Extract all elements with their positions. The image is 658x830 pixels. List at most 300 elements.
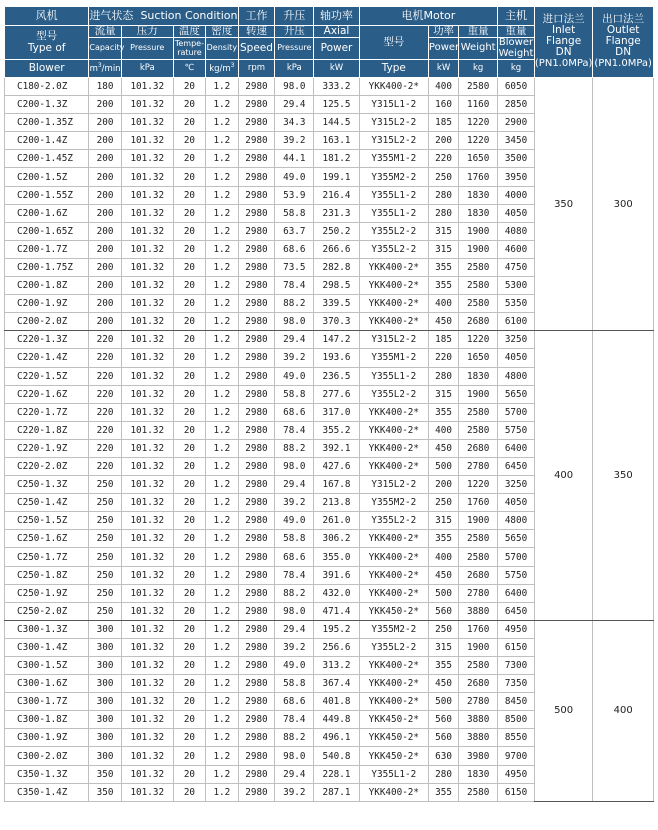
cell-discharge: 98.0 bbox=[275, 602, 314, 620]
cell-pressure: 101.32 bbox=[121, 548, 173, 566]
cell-discharge: 34.3 bbox=[275, 114, 314, 132]
cell-motor-power: 315 bbox=[428, 385, 458, 403]
cell-capacity: 300 bbox=[89, 657, 121, 675]
cell-temperature: 20 bbox=[173, 457, 205, 475]
cell-model: C220-1.7Z bbox=[5, 403, 89, 421]
header-discharge: 升压 bbox=[275, 7, 314, 26]
cell-motor-power: 450 bbox=[428, 566, 458, 584]
cell-density: 1.2 bbox=[206, 331, 238, 349]
cell-motor-type: Y355M2-2 bbox=[359, 620, 428, 638]
cell-blower-weight: 4600 bbox=[498, 240, 535, 258]
cell-discharge: 63.7 bbox=[275, 222, 314, 240]
cell-motor-type: YKK400-2* bbox=[359, 566, 428, 584]
cell-blower-weight: 8450 bbox=[498, 693, 535, 711]
cell-axial-power: 306.2 bbox=[314, 530, 359, 548]
cell-speed: 2980 bbox=[238, 530, 275, 548]
cell-axial-power: 333.2 bbox=[314, 78, 359, 96]
cell-density: 1.2 bbox=[206, 548, 238, 566]
cell-axial-power: 496.1 bbox=[314, 729, 359, 747]
cell-pressure: 101.32 bbox=[121, 403, 173, 421]
cell-motor-type: Y355L1-2 bbox=[359, 204, 428, 222]
header-motor-weight-unit: kg bbox=[459, 60, 498, 78]
header-speed-zh2: 转速 bbox=[238, 26, 275, 38]
cell-blower-weight: 3950 bbox=[498, 168, 535, 186]
cell-motor-type: Y355L2-2 bbox=[359, 512, 428, 530]
table-body bbox=[5, 78, 654, 802]
cell-model: C200-1.65Z bbox=[5, 222, 89, 240]
cell-motor-weight: 2580 bbox=[459, 78, 498, 96]
cell-pressure: 101.32 bbox=[121, 457, 173, 475]
cell-model: C250-1.6Z bbox=[5, 530, 89, 548]
cell-axial-power: 147.2 bbox=[314, 331, 359, 349]
cell-temperature: 20 bbox=[173, 96, 205, 114]
cell-speed: 2980 bbox=[238, 620, 275, 638]
cell-speed: 2980 bbox=[238, 96, 275, 114]
cell-blower-weight: 4800 bbox=[498, 367, 535, 385]
cell-capacity: 250 bbox=[89, 530, 121, 548]
header-suction-condition: 进气状态 Suction Condition bbox=[89, 7, 238, 26]
cell-motor-power: 315 bbox=[428, 638, 458, 656]
header-motor-type: 型号 bbox=[359, 26, 428, 60]
cell-speed: 2980 bbox=[238, 385, 275, 403]
cell-model: C200-1.35Z bbox=[5, 114, 89, 132]
cell-temperature: 20 bbox=[173, 295, 205, 313]
inlet-flange-dn: 350 bbox=[534, 78, 592, 331]
cell-model: C350-1.3Z bbox=[5, 765, 89, 783]
cell-density: 1.2 bbox=[206, 675, 238, 693]
cell-pressure: 101.32 bbox=[121, 150, 173, 168]
cell-blower-weight: 6100 bbox=[498, 313, 535, 331]
cell-axial-power: 392.1 bbox=[314, 439, 359, 457]
cell-axial-power: 266.6 bbox=[314, 240, 359, 258]
cell-speed: 2980 bbox=[238, 638, 275, 656]
cell-motor-weight: 2780 bbox=[459, 584, 498, 602]
cell-blower-weight: 5750 bbox=[498, 566, 535, 584]
cell-pressure: 101.32 bbox=[121, 295, 173, 313]
cell-discharge: 49.0 bbox=[275, 657, 314, 675]
header-capacity-en: Capacity bbox=[89, 38, 121, 60]
cell-density: 1.2 bbox=[206, 765, 238, 783]
cell-pressure: 101.32 bbox=[121, 620, 173, 638]
cell-model: C250-1.5Z bbox=[5, 512, 89, 530]
cell-density: 1.2 bbox=[206, 204, 238, 222]
cell-pressure: 101.32 bbox=[121, 385, 173, 403]
header-speed-en: Speed bbox=[238, 38, 275, 60]
cell-temperature: 20 bbox=[173, 530, 205, 548]
cell-motor-type: YKK400-2* bbox=[359, 693, 428, 711]
cell-motor-type: Y355M1-2 bbox=[359, 150, 428, 168]
cell-discharge: 39.2 bbox=[275, 132, 314, 150]
cell-blower-weight: 3450 bbox=[498, 132, 535, 150]
cell-motor-power: 355 bbox=[428, 258, 458, 276]
cell-speed: 2980 bbox=[238, 331, 275, 349]
cell-density: 1.2 bbox=[206, 783, 238, 801]
cell-motor-weight: 1160 bbox=[459, 96, 498, 114]
cell-motor-power: 200 bbox=[428, 476, 458, 494]
cell-density: 1.2 bbox=[206, 747, 238, 765]
cell-motor-power: 400 bbox=[428, 295, 458, 313]
cell-speed: 2980 bbox=[238, 602, 275, 620]
cell-density: 1.2 bbox=[206, 566, 238, 584]
cell-speed: 2980 bbox=[238, 512, 275, 530]
cell-motor-type: YKK450-2* bbox=[359, 747, 428, 765]
cell-temperature: 20 bbox=[173, 566, 205, 584]
cell-motor-power: 280 bbox=[428, 367, 458, 385]
cell-discharge: 68.6 bbox=[275, 240, 314, 258]
cell-density: 1.2 bbox=[206, 657, 238, 675]
cell-speed: 2980 bbox=[238, 78, 275, 96]
header-discharge-en: Pressure bbox=[275, 38, 314, 60]
cell-motor-weight: 1830 bbox=[459, 367, 498, 385]
cell-motor-type: YKK400-2* bbox=[359, 675, 428, 693]
cell-pressure: 101.32 bbox=[121, 204, 173, 222]
cell-motor-power: 500 bbox=[428, 584, 458, 602]
cell-blower-weight: 4050 bbox=[498, 494, 535, 512]
header-blower-weight-zh2: 重量 bbox=[498, 26, 535, 38]
cell-discharge: 29.4 bbox=[275, 331, 314, 349]
cell-speed: 2980 bbox=[238, 295, 275, 313]
cell-speed: 2980 bbox=[238, 403, 275, 421]
cell-discharge: 29.4 bbox=[275, 765, 314, 783]
cell-speed: 2980 bbox=[238, 132, 275, 150]
cell-motor-weight: 1830 bbox=[459, 186, 498, 204]
cell-speed: 2980 bbox=[238, 258, 275, 276]
cell-pressure: 101.32 bbox=[121, 439, 173, 457]
header-motor-type-en: Type bbox=[359, 60, 428, 78]
cell-speed: 2980 bbox=[238, 765, 275, 783]
cell-motor-type: YKK400-2* bbox=[359, 313, 428, 331]
cell-speed: 2980 bbox=[238, 747, 275, 765]
cell-blower-weight: 6400 bbox=[498, 584, 535, 602]
cell-motor-power: 560 bbox=[428, 729, 458, 747]
outlet-flange-dn: 400 bbox=[593, 620, 654, 801]
cell-blower-weight: 3500 bbox=[498, 150, 535, 168]
cell-capacity: 200 bbox=[89, 295, 121, 313]
cell-model: C200-1.7Z bbox=[5, 240, 89, 258]
cell-blower-weight: 8500 bbox=[498, 711, 535, 729]
cell-motor-weight: 2780 bbox=[459, 693, 498, 711]
cell-density: 1.2 bbox=[206, 439, 238, 457]
cell-motor-power: 220 bbox=[428, 150, 458, 168]
cell-motor-weight: 2680 bbox=[459, 566, 498, 584]
cell-blower-weight: 6150 bbox=[498, 638, 535, 656]
cell-temperature: 20 bbox=[173, 476, 205, 494]
cell-blower-weight: 6400 bbox=[498, 439, 535, 457]
cell-temperature: 20 bbox=[173, 439, 205, 457]
header-speed-unit: rpm bbox=[238, 60, 275, 78]
cell-axial-power: 167.8 bbox=[314, 476, 359, 494]
cell-temperature: 20 bbox=[173, 693, 205, 711]
cell-temperature: 20 bbox=[173, 602, 205, 620]
cell-blower-weight: 4000 bbox=[498, 186, 535, 204]
cell-motor-power: 185 bbox=[428, 331, 458, 349]
cell-speed: 2980 bbox=[238, 783, 275, 801]
cell-temperature: 20 bbox=[173, 765, 205, 783]
cell-capacity: 300 bbox=[89, 711, 121, 729]
cell-motor-weight: 2580 bbox=[459, 783, 498, 801]
cell-axial-power: 213.8 bbox=[314, 494, 359, 512]
cell-pressure: 101.32 bbox=[121, 367, 173, 385]
cell-pressure: 101.32 bbox=[121, 168, 173, 186]
cell-capacity: 250 bbox=[89, 476, 121, 494]
cell-pressure: 101.32 bbox=[121, 114, 173, 132]
cell-axial-power: 163.1 bbox=[314, 132, 359, 150]
cell-discharge: 88.2 bbox=[275, 584, 314, 602]
cell-motor-type: Y315L1-2 bbox=[359, 96, 428, 114]
cell-model: C180-2.0Z bbox=[5, 78, 89, 96]
cell-temperature: 20 bbox=[173, 638, 205, 656]
cell-temperature: 20 bbox=[173, 313, 205, 331]
cell-motor-power: 280 bbox=[428, 765, 458, 783]
cell-model: C200-1.3Z bbox=[5, 96, 89, 114]
cell-discharge: 78.4 bbox=[275, 277, 314, 295]
cell-temperature: 20 bbox=[173, 657, 205, 675]
cell-motor-type: YKK400-2* bbox=[359, 78, 428, 96]
cell-motor-type: Y355L2-2 bbox=[359, 222, 428, 240]
cell-blower-weight: 2850 bbox=[498, 96, 535, 114]
cell-motor-weight: 2580 bbox=[459, 277, 498, 295]
cell-blower-weight: 5650 bbox=[498, 530, 535, 548]
cell-blower-weight: 4950 bbox=[498, 620, 535, 638]
cell-motor-weight: 1900 bbox=[459, 222, 498, 240]
cell-motor-weight: 1650 bbox=[459, 150, 498, 168]
cell-capacity: 250 bbox=[89, 512, 121, 530]
cell-model: C250-2.0Z bbox=[5, 602, 89, 620]
cell-temperature: 20 bbox=[173, 277, 205, 295]
cell-temperature: 20 bbox=[173, 711, 205, 729]
cell-temperature: 20 bbox=[173, 421, 205, 439]
cell-axial-power: 250.2 bbox=[314, 222, 359, 240]
cell-speed: 2980 bbox=[238, 566, 275, 584]
cell-pressure: 101.32 bbox=[121, 258, 173, 276]
cell-motor-power: 560 bbox=[428, 711, 458, 729]
cell-capacity: 250 bbox=[89, 548, 121, 566]
cell-discharge: 88.2 bbox=[275, 439, 314, 457]
cell-blower-weight: 4080 bbox=[498, 222, 535, 240]
cell-model: C300-2.0Z bbox=[5, 747, 89, 765]
cell-temperature: 20 bbox=[173, 747, 205, 765]
cell-capacity: 250 bbox=[89, 602, 121, 620]
cell-density: 1.2 bbox=[206, 584, 238, 602]
cell-motor-weight: 2680 bbox=[459, 675, 498, 693]
cell-density: 1.2 bbox=[206, 132, 238, 150]
cell-capacity: 300 bbox=[89, 729, 121, 747]
header-temperature-zh: 温度 bbox=[173, 26, 205, 38]
cell-speed: 2980 bbox=[238, 675, 275, 693]
cell-discharge: 39.2 bbox=[275, 638, 314, 656]
cell-motor-weight: 2580 bbox=[459, 548, 498, 566]
cell-motor-power: 355 bbox=[428, 277, 458, 295]
cell-pressure: 101.32 bbox=[121, 331, 173, 349]
cell-axial-power: 282.8 bbox=[314, 258, 359, 276]
cell-capacity: 200 bbox=[89, 186, 121, 204]
cell-discharge: 98.0 bbox=[275, 747, 314, 765]
cell-density: 1.2 bbox=[206, 313, 238, 331]
header-density-zh: 密度 bbox=[206, 26, 238, 38]
cell-blower-weight: 5350 bbox=[498, 295, 535, 313]
cell-discharge: 58.8 bbox=[275, 675, 314, 693]
cell-motor-power: 400 bbox=[428, 421, 458, 439]
cell-motor-weight: 2680 bbox=[459, 439, 498, 457]
cell-axial-power: 427.6 bbox=[314, 457, 359, 475]
cell-motor-weight: 1900 bbox=[459, 240, 498, 258]
cell-motor-weight: 2580 bbox=[459, 258, 498, 276]
header-motor-weight-en: Weight bbox=[459, 38, 498, 60]
cell-model: C300-1.8Z bbox=[5, 711, 89, 729]
cell-model: C220-1.9Z bbox=[5, 439, 89, 457]
cell-model: C200-1.45Z bbox=[5, 150, 89, 168]
cell-density: 1.2 bbox=[206, 295, 238, 313]
cell-model: C300-1.7Z bbox=[5, 693, 89, 711]
cell-axial-power: 236.5 bbox=[314, 367, 359, 385]
cell-temperature: 20 bbox=[173, 584, 205, 602]
cell-blower-weight: 6450 bbox=[498, 457, 535, 475]
cell-density: 1.2 bbox=[206, 457, 238, 475]
cell-motor-weight: 2580 bbox=[459, 530, 498, 548]
cell-pressure: 101.32 bbox=[121, 675, 173, 693]
header-density-en: Density bbox=[206, 38, 238, 60]
cell-motor-type: YKK400-2* bbox=[359, 457, 428, 475]
cell-blower-weight: 5650 bbox=[498, 385, 535, 403]
cell-motor-type: YKK400-2* bbox=[359, 421, 428, 439]
cell-blower-weight: 5700 bbox=[498, 548, 535, 566]
cell-pressure: 101.32 bbox=[121, 638, 173, 656]
cell-pressure: 101.32 bbox=[121, 765, 173, 783]
cell-motor-weight: 3880 bbox=[459, 729, 498, 747]
cell-discharge: 39.2 bbox=[275, 494, 314, 512]
cell-capacity: 200 bbox=[89, 96, 121, 114]
cell-model: C220-1.6Z bbox=[5, 385, 89, 403]
cell-model: C200-1.8Z bbox=[5, 277, 89, 295]
cell-pressure: 101.32 bbox=[121, 747, 173, 765]
cell-pressure: 101.32 bbox=[121, 657, 173, 675]
cell-motor-weight: 1220 bbox=[459, 331, 498, 349]
cell-model: C250-1.7Z bbox=[5, 548, 89, 566]
header-temperature-en: Tempe- rature bbox=[173, 38, 205, 60]
cell-motor-power: 250 bbox=[428, 494, 458, 512]
header-motor: 电机Motor bbox=[359, 7, 497, 26]
cell-discharge: 68.6 bbox=[275, 403, 314, 421]
cell-discharge: 78.4 bbox=[275, 421, 314, 439]
cell-motor-type: Y315L2-2 bbox=[359, 114, 428, 132]
cell-motor-weight: 2780 bbox=[459, 457, 498, 475]
cell-capacity: 350 bbox=[89, 783, 121, 801]
cell-temperature: 20 bbox=[173, 385, 205, 403]
cell-pressure: 101.32 bbox=[121, 222, 173, 240]
cell-capacity: 220 bbox=[89, 439, 121, 457]
cell-motor-type: Y355M2-2 bbox=[359, 494, 428, 512]
header-model-blower: Blower bbox=[5, 60, 89, 78]
header-inlet-flange: 进口法兰 Inlet Flange DN (PN1.0MPa) bbox=[534, 7, 592, 78]
cell-capacity: 220 bbox=[89, 403, 121, 421]
cell-density: 1.2 bbox=[206, 385, 238, 403]
cell-pressure: 101.32 bbox=[121, 783, 173, 801]
cell-temperature: 20 bbox=[173, 620, 205, 638]
cell-temperature: 20 bbox=[173, 114, 205, 132]
header-axial-power: 轴功率 bbox=[314, 7, 359, 26]
header-axial-en1: Axial bbox=[314, 26, 359, 38]
cell-motor-weight: 1830 bbox=[459, 204, 498, 222]
cell-discharge: 78.4 bbox=[275, 566, 314, 584]
cell-discharge: 29.4 bbox=[275, 620, 314, 638]
header-discharge-unit: kPa bbox=[275, 60, 314, 78]
cell-motor-weight: 1760 bbox=[459, 168, 498, 186]
cell-capacity: 200 bbox=[89, 258, 121, 276]
cell-speed: 2980 bbox=[238, 168, 275, 186]
cell-density: 1.2 bbox=[206, 168, 238, 186]
cell-blower-weight: 2900 bbox=[498, 114, 535, 132]
cell-pressure: 101.32 bbox=[121, 277, 173, 295]
cell-temperature: 20 bbox=[173, 548, 205, 566]
cell-motor-power: 160 bbox=[428, 96, 458, 114]
cell-blower-weight: 3250 bbox=[498, 331, 535, 349]
cell-blower-weight: 5700 bbox=[498, 403, 535, 421]
cell-motor-type: YKK400-2* bbox=[359, 783, 428, 801]
cell-capacity: 350 bbox=[89, 765, 121, 783]
cell-discharge: 98.0 bbox=[275, 313, 314, 331]
cell-axial-power: 144.5 bbox=[314, 114, 359, 132]
cell-model: C300-1.9Z bbox=[5, 729, 89, 747]
cell-motor-power: 450 bbox=[428, 439, 458, 457]
cell-motor-type: Y315L2-2 bbox=[359, 132, 428, 150]
cell-speed: 2980 bbox=[238, 729, 275, 747]
cell-pressure: 101.32 bbox=[121, 693, 173, 711]
cell-motor-power: 400 bbox=[428, 548, 458, 566]
cell-motor-type: YKK400-2* bbox=[359, 584, 428, 602]
header-density-unit: $kg/m^3$ bbox=[206, 60, 238, 78]
cell-motor-weight: 1220 bbox=[459, 132, 498, 150]
cell-axial-power: 449.8 bbox=[314, 711, 359, 729]
cell-axial-power: 370.3 bbox=[314, 313, 359, 331]
cell-discharge: 44.1 bbox=[275, 150, 314, 168]
cell-temperature: 20 bbox=[173, 349, 205, 367]
cell-capacity: 300 bbox=[89, 747, 121, 765]
cell-motor-type: YKK450-2* bbox=[359, 729, 428, 747]
cell-pressure: 101.32 bbox=[121, 132, 173, 150]
cell-temperature: 20 bbox=[173, 150, 205, 168]
cell-model: C300-1.5Z bbox=[5, 657, 89, 675]
cell-density: 1.2 bbox=[206, 530, 238, 548]
cell-capacity: 200 bbox=[89, 204, 121, 222]
cell-capacity: 220 bbox=[89, 349, 121, 367]
cell-capacity: 220 bbox=[89, 367, 121, 385]
cell-speed: 2980 bbox=[238, 277, 275, 295]
cell-capacity: 220 bbox=[89, 331, 121, 349]
cell-speed: 2980 bbox=[238, 204, 275, 222]
cell-blower-weight: 9700 bbox=[498, 747, 535, 765]
cell-discharge: 29.4 bbox=[275, 96, 314, 114]
cell-discharge: 49.0 bbox=[275, 367, 314, 385]
inlet-flange-dn: 500 bbox=[534, 620, 592, 801]
cell-motor-type: YKK400-2* bbox=[359, 403, 428, 421]
cell-motor-type: Y355M1-2 bbox=[359, 349, 428, 367]
cell-temperature: 20 bbox=[173, 675, 205, 693]
cell-capacity: 250 bbox=[89, 494, 121, 512]
header-blower-weight-unit: kg bbox=[498, 60, 535, 78]
header-pressure-zh: 压力 bbox=[121, 26, 173, 38]
cell-density: 1.2 bbox=[206, 729, 238, 747]
cell-axial-power: 367.4 bbox=[314, 675, 359, 693]
cell-motor-weight: 1830 bbox=[459, 765, 498, 783]
header-model: 风机 bbox=[5, 7, 89, 26]
cell-motor-weight: 3880 bbox=[459, 711, 498, 729]
cell-temperature: 20 bbox=[173, 222, 205, 240]
cell-speed: 2980 bbox=[238, 439, 275, 457]
cell-discharge: 39.2 bbox=[275, 349, 314, 367]
cell-density: 1.2 bbox=[206, 602, 238, 620]
header-discharge-zh2: 升压 bbox=[275, 26, 314, 38]
cell-model: C220-1.4Z bbox=[5, 349, 89, 367]
